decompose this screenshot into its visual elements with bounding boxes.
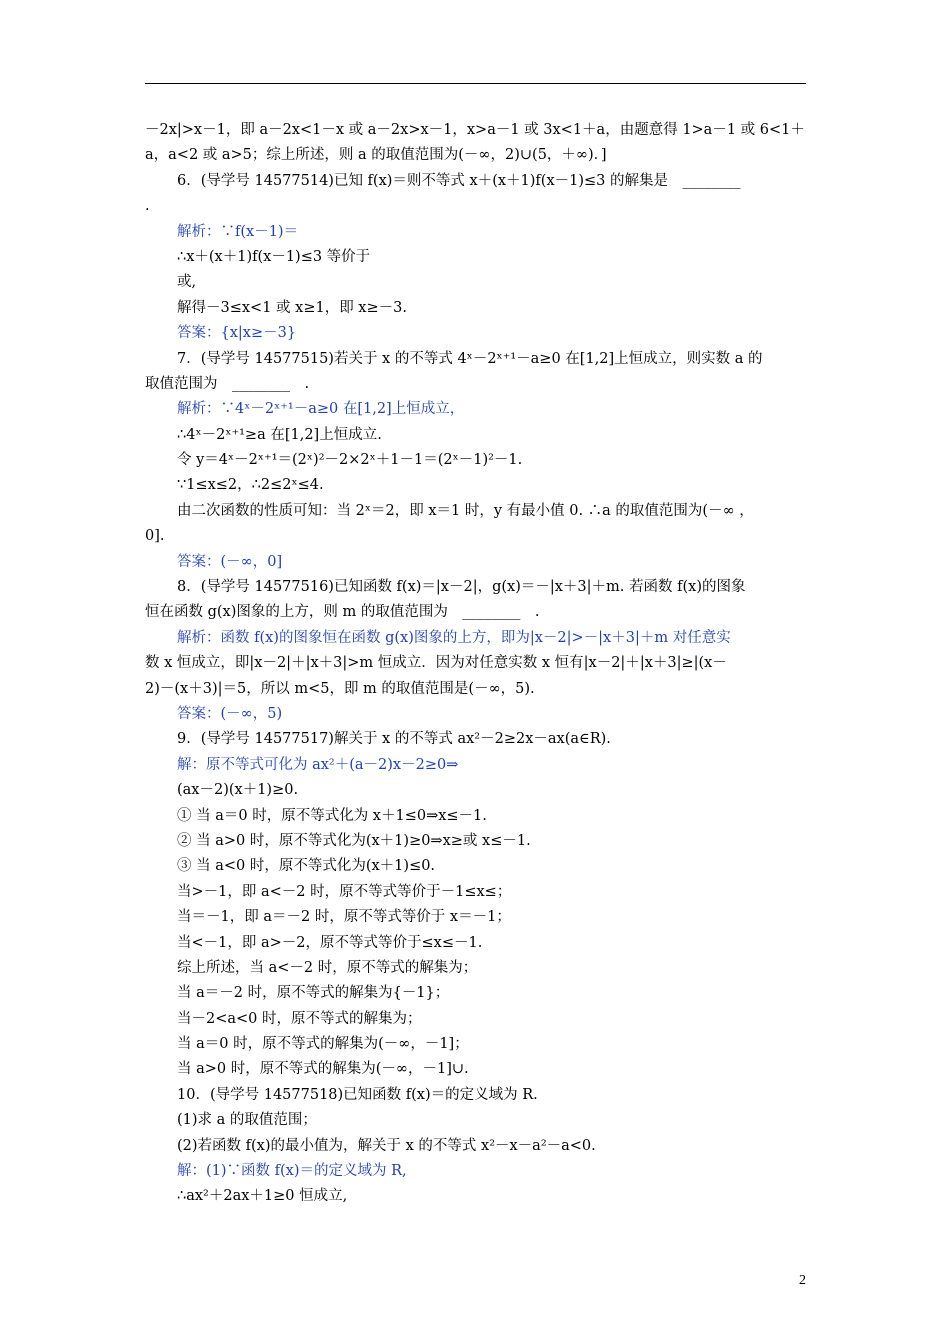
question-line: 6．(导学号 14577514)已知 f(x)＝则不等式 x＋(x＋1)f(x－1)≤3 的解集是 ________	[177, 172, 741, 189]
text-line: 当 a＝－2 时，原不等式的解集为{－1}；	[177, 985, 450, 1002]
text-line: 0].	[145, 528, 165, 545]
text-line: 解得－3≤x<1 或 x≥1，即 x≥－3.	[177, 299, 407, 316]
text-line: 当＝－1，即 a＝－2 时，原不等式等价于 x＝－1；	[177, 909, 511, 926]
text-line: ∴x＋(x＋1)f(x－1)≤3 等价于	[177, 248, 371, 265]
answer-label-line: 答案：{x|x≥－3}	[177, 325, 297, 342]
text-line: a，a<2 或 a>5；综上所述，则 a 的取值范围为(－∞，2)∪(5，＋∞)．]	[145, 147, 607, 164]
text-line: 当 a>0 时，原不等式的解集为(－∞，－1]∪.	[177, 1061, 469, 1078]
text-line: 由二次函数的性质可知：当 2ˣ＝2，即 x＝1 时，y 有最小值 0. ∴a 的取值范围为(－∞ ，	[177, 502, 754, 519]
text-line: 令 y＝4ˣ－2ˣ⁺¹＝(2ˣ)²－2×2ˣ＋1－1＝(2ˣ－1)²－1.	[177, 452, 523, 469]
question-line: 7．(导学号 14577515)若关于 x 的不等式 4ˣ－2ˣ⁺¹－a≥0 在[1,2]上恒成立，则实数 a 的	[177, 350, 763, 367]
document-body	[145, 118, 810, 1210]
answer-label-line: 解析：∵f(x－1)＝	[177, 223, 299, 240]
text-line: 当 a＝0 时，原不等式的解集为(－∞，－1]；	[177, 1036, 469, 1053]
text-line: 当<－1，即 a>－2，原不等式等价于≤x≤－1.	[177, 934, 483, 951]
text-line: 综上所述，当 a<－2 时，原不等式的解集为；	[177, 959, 478, 976]
text-line: ∴ax²＋2ax＋1≥0 恒成立,	[177, 1188, 348, 1205]
text-line: .	[145, 198, 150, 215]
text-line: 当－2<a<0 时，原不等式的解集为；	[177, 1010, 422, 1027]
text-line: 恒在函数 g(x)图象的上方，则 m 的取值范围为 ________ .	[145, 604, 540, 621]
answer-label-line: 解：(1)∵函数 f(x)＝的定义域为 R,	[177, 1163, 407, 1180]
text-line: ① 当 a＝0 时，原不等式化为 x＋1≤0⇒x≤－1.	[177, 807, 487, 824]
text-line: 或,	[177, 274, 197, 291]
question-line: 8．(导学号 14577516)已知函数 f(x)＝|x－2|，g(x)＝－|x＋3|＋m. 若函数 f(x)的图象	[177, 579, 746, 596]
text-line: 取值范围为 ________ .	[145, 375, 310, 392]
text-line: 数 x 恒成立，即|x－2|＋|x＋3|>m 恒成立．因为对任意实数 x 恒有|x－2|＋|x＋3|≥|(x－	[145, 655, 727, 672]
text-line: (2)若函数 f(x)的最小值为，解关于 x 的不等式 x²－x－a²－a<0.	[177, 1137, 596, 1154]
answer-label-line: 答案：(－∞，5)	[177, 705, 283, 722]
text-line: (1)求 a 的取值范围；	[177, 1112, 317, 1129]
text-line: ∵1≤x≤2，∴2≤2ˣ≤4.	[177, 477, 324, 494]
answer-label-line: 解析：∵4ˣ－2ˣ⁺¹－a≥0 在[1,2]上恒成立，	[177, 401, 465, 418]
text-line: －2x|>x－1，即 a－2x<1－x 或 a－2x>x－1，x>a－1 或 3x<1＋a，由题意得 1>a－1 或 6<1＋	[145, 122, 805, 138]
text-line: (ax－2)(x＋1)≥0.	[177, 782, 299, 799]
text-line: 当>－1，即 a<－2 时，原不等式等价于－1≤x≤；	[177, 883, 512, 900]
page-number: 2	[799, 1273, 806, 1288]
answer-label-line: 答案：(－∞，0]	[177, 553, 283, 570]
question-line: 10．(导学号 14577518)已知函数 f(x)＝的定义域为 R.	[177, 1086, 538, 1103]
answer-label-line: 解：原不等式可化为 ax²＋(a－2)x－2≥0⇒	[177, 756, 459, 773]
question-line: 9．(导学号 14577517)解关于 x 的不等式 ax²－2≥2x－ax(a∈R).	[177, 731, 611, 748]
text-line: ② 当 a>0 时，原不等式化为(x＋1)≥0⇒x≥或 x≤－1.	[177, 832, 531, 849]
text-line: ∴4ˣ－2ˣ⁺¹≥a 在[1,2]上恒成立.	[177, 426, 382, 443]
text-line: 2)－(x＋3)|＝5，所以 m<5，即 m 的取值范围是(－∞，5).	[145, 680, 535, 697]
header-rule	[145, 83, 806, 84]
text-line: ③ 当 a<0 时，原不等式化为(x＋1)≤0.	[177, 858, 436, 875]
answer-label-line: 解析：函数 f(x)的图象恒在函数 g(x)图象的上方，即为|x－2|>－|x＋3|＋m 对任意实	[177, 629, 731, 646]
